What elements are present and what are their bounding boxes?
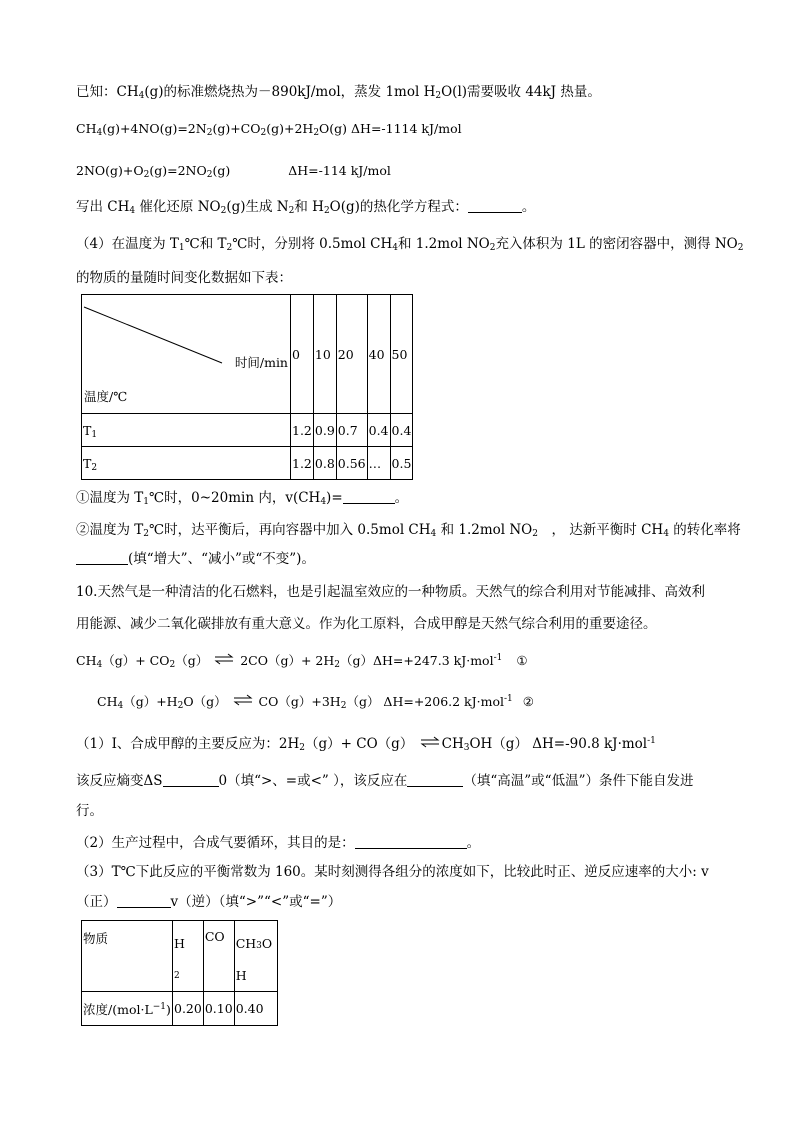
no2-data-table bbox=[81, 294, 413, 480]
answer-blank[interactable] bbox=[163, 772, 219, 787]
row-label: $T_2$ bbox=[82, 447, 291, 480]
row-label: 浓度$/(mol\cdot L^{-1})$ bbox=[82, 992, 173, 1026]
header-h2: H 2 bbox=[173, 921, 204, 992]
value-cell: 0.56 bbox=[336, 447, 367, 480]
write-equation-prompt: 写出 $CH_4$ 催化还原 $NO_2(g)$生成 $N_2$和 $H_2O(g)$的热化学方程式： 。 bbox=[76, 199, 536, 216]
question-4-line-2: 的物质的量随时间变化数据如下表： bbox=[76, 270, 292, 286]
question-4-line-1: （4）在温度为 $T_1℃$和 $T_2℃$时，分别将 0.5mol $CH_4$和 1.2mol $NO_2$充入体积为 1L 的密闭容器中，测得 $NO_2$ bbox=[76, 236, 744, 253]
reaction-number: ① bbox=[516, 653, 528, 668]
value-cell: 0.5 bbox=[390, 447, 413, 480]
value-cell: 0.9 bbox=[313, 414, 336, 447]
row-label: $T_1$ bbox=[82, 414, 291, 447]
header-co: CO bbox=[203, 921, 234, 992]
concentration-table bbox=[81, 920, 278, 1026]
time-cell: 50 bbox=[390, 295, 413, 414]
value-cell: 0.4 bbox=[390, 414, 413, 447]
question-10-part-1: （1）Ⅰ、合成甲醇的主要反应为：$2H_2(g)+ CO(g)$ $CH_3OH(g)$ ΔH=-90.8 kJ·mol$^{-1}$ bbox=[76, 736, 656, 753]
question-4-part-2-line-2: (填“增大”、“减小”或“不变”)。 bbox=[76, 549, 315, 569]
time-cell: 40 bbox=[367, 295, 390, 414]
value-cell: 0.4 bbox=[367, 414, 390, 447]
equilibrium-arrow-icon bbox=[233, 694, 253, 706]
time-cell: 0 bbox=[291, 295, 314, 414]
value-cell: 0.7 bbox=[336, 414, 367, 447]
reaction-1: $CH_4(g)+ CO_2(g)$ $2CO(g)+ 2H_2(g)\Delta H=+247.3$ kJ·mol$^{-1}$ ① bbox=[76, 653, 528, 670]
time-cell: 20 bbox=[336, 295, 367, 414]
value-cell: 1.2 bbox=[291, 414, 314, 447]
question-4-part-1: ①温度为 $T_1℃$时，0~20min 内，$v(CH_4)=$ 。 bbox=[76, 490, 409, 507]
table-row bbox=[82, 447, 413, 480]
answer-blank[interactable] bbox=[76, 550, 128, 565]
header-temperature: 温度/℃ bbox=[84, 389, 128, 404]
given-info-line: 已知：$CH_4(g)$的标准燃烧热为－890kJ/mol，蒸发 1mol $H_2O(l)$需要吸收 44kJ 热量。 bbox=[76, 84, 601, 101]
answer-blank[interactable] bbox=[468, 198, 522, 213]
table-row bbox=[82, 992, 278, 1026]
answer-blank[interactable] bbox=[355, 834, 467, 849]
time-cell: 10 bbox=[313, 295, 336, 414]
value-cell: 0.20 bbox=[173, 992, 204, 1026]
equation-no-o2: $2NO(g)+O_2(g)=2NO_2(g)$ ΔH=-114 kJ/mol bbox=[76, 163, 391, 180]
header-substance: 物质 bbox=[82, 921, 173, 992]
question-4-part-2: ②温度为 $T_2℃$时，达平衡后，再向容器中加入 0.5mol $CH_4$ 和 1.2mol $NO_2$ ， 达新平衡时 $CH_4$ 的转化率将 bbox=[76, 522, 741, 539]
equilibrium-arrow-icon bbox=[214, 653, 234, 665]
value-cell: … bbox=[367, 447, 390, 480]
table-row bbox=[82, 414, 413, 447]
equilibrium-arrow-icon bbox=[420, 736, 440, 748]
answer-blank[interactable] bbox=[343, 489, 395, 504]
question-10-part-3-line-2: （正） v（逆）（填“>”“<”或“=”） bbox=[76, 894, 342, 910]
header-time: 时间/min bbox=[234, 355, 288, 370]
reaction-2: $CH_4(g)+H_2O(g)$ $CO(g)+3H_2(g)$ ΔH=+206.2 kJ·mol$^{-1}$ ② bbox=[97, 694, 534, 711]
answer-blank[interactable] bbox=[407, 772, 463, 787]
value-cell: 0.8 bbox=[313, 447, 336, 480]
question-10-line-1: 10.天然气是一种清洁的化石燃料，也是引起温室效应的一种物质。天然气的综合利用对节能减排、高效利 bbox=[76, 584, 705, 600]
reaction-number: ② bbox=[522, 694, 534, 709]
question-10-part-1-line-2: 该反应熵变ΔS 0（填“>、=或<” ），该反应在 （填“高温”或“低温”）条件下能自发进 bbox=[76, 773, 694, 789]
header-ch3oh: CH3O H bbox=[234, 921, 277, 992]
answer-blank[interactable] bbox=[117, 893, 171, 908]
value-cell: 0.40 bbox=[234, 992, 277, 1026]
value-cell: 0.10 bbox=[203, 992, 234, 1026]
equation-ch4-no: $CH_4(g)+4NO(g)=2N_2(g)+CO_2(g)+2H_2O(g)$ ΔH=-1114 kJ/mol bbox=[76, 121, 462, 138]
question-10-line-2: 用能源、减少二氧化碳排放有重大意义。作为化工原料，合成甲醇是天然气综合利用的重要途径。 bbox=[76, 616, 657, 632]
diagonal-header-cell bbox=[82, 295, 291, 414]
value-cell: 1.2 bbox=[291, 447, 314, 480]
question-10-part-3: （3）T℃下此反应的平衡常数为 160。某时刻测得各组分的浓度如下，比较此时正、逆反应速率的大小: v bbox=[76, 864, 709, 880]
question-10-part-2: （2）生产过程中，合成气要循环，其目的是： 。 bbox=[76, 835, 481, 851]
question-10-part-1-line-3: 行。 bbox=[76, 803, 103, 819]
